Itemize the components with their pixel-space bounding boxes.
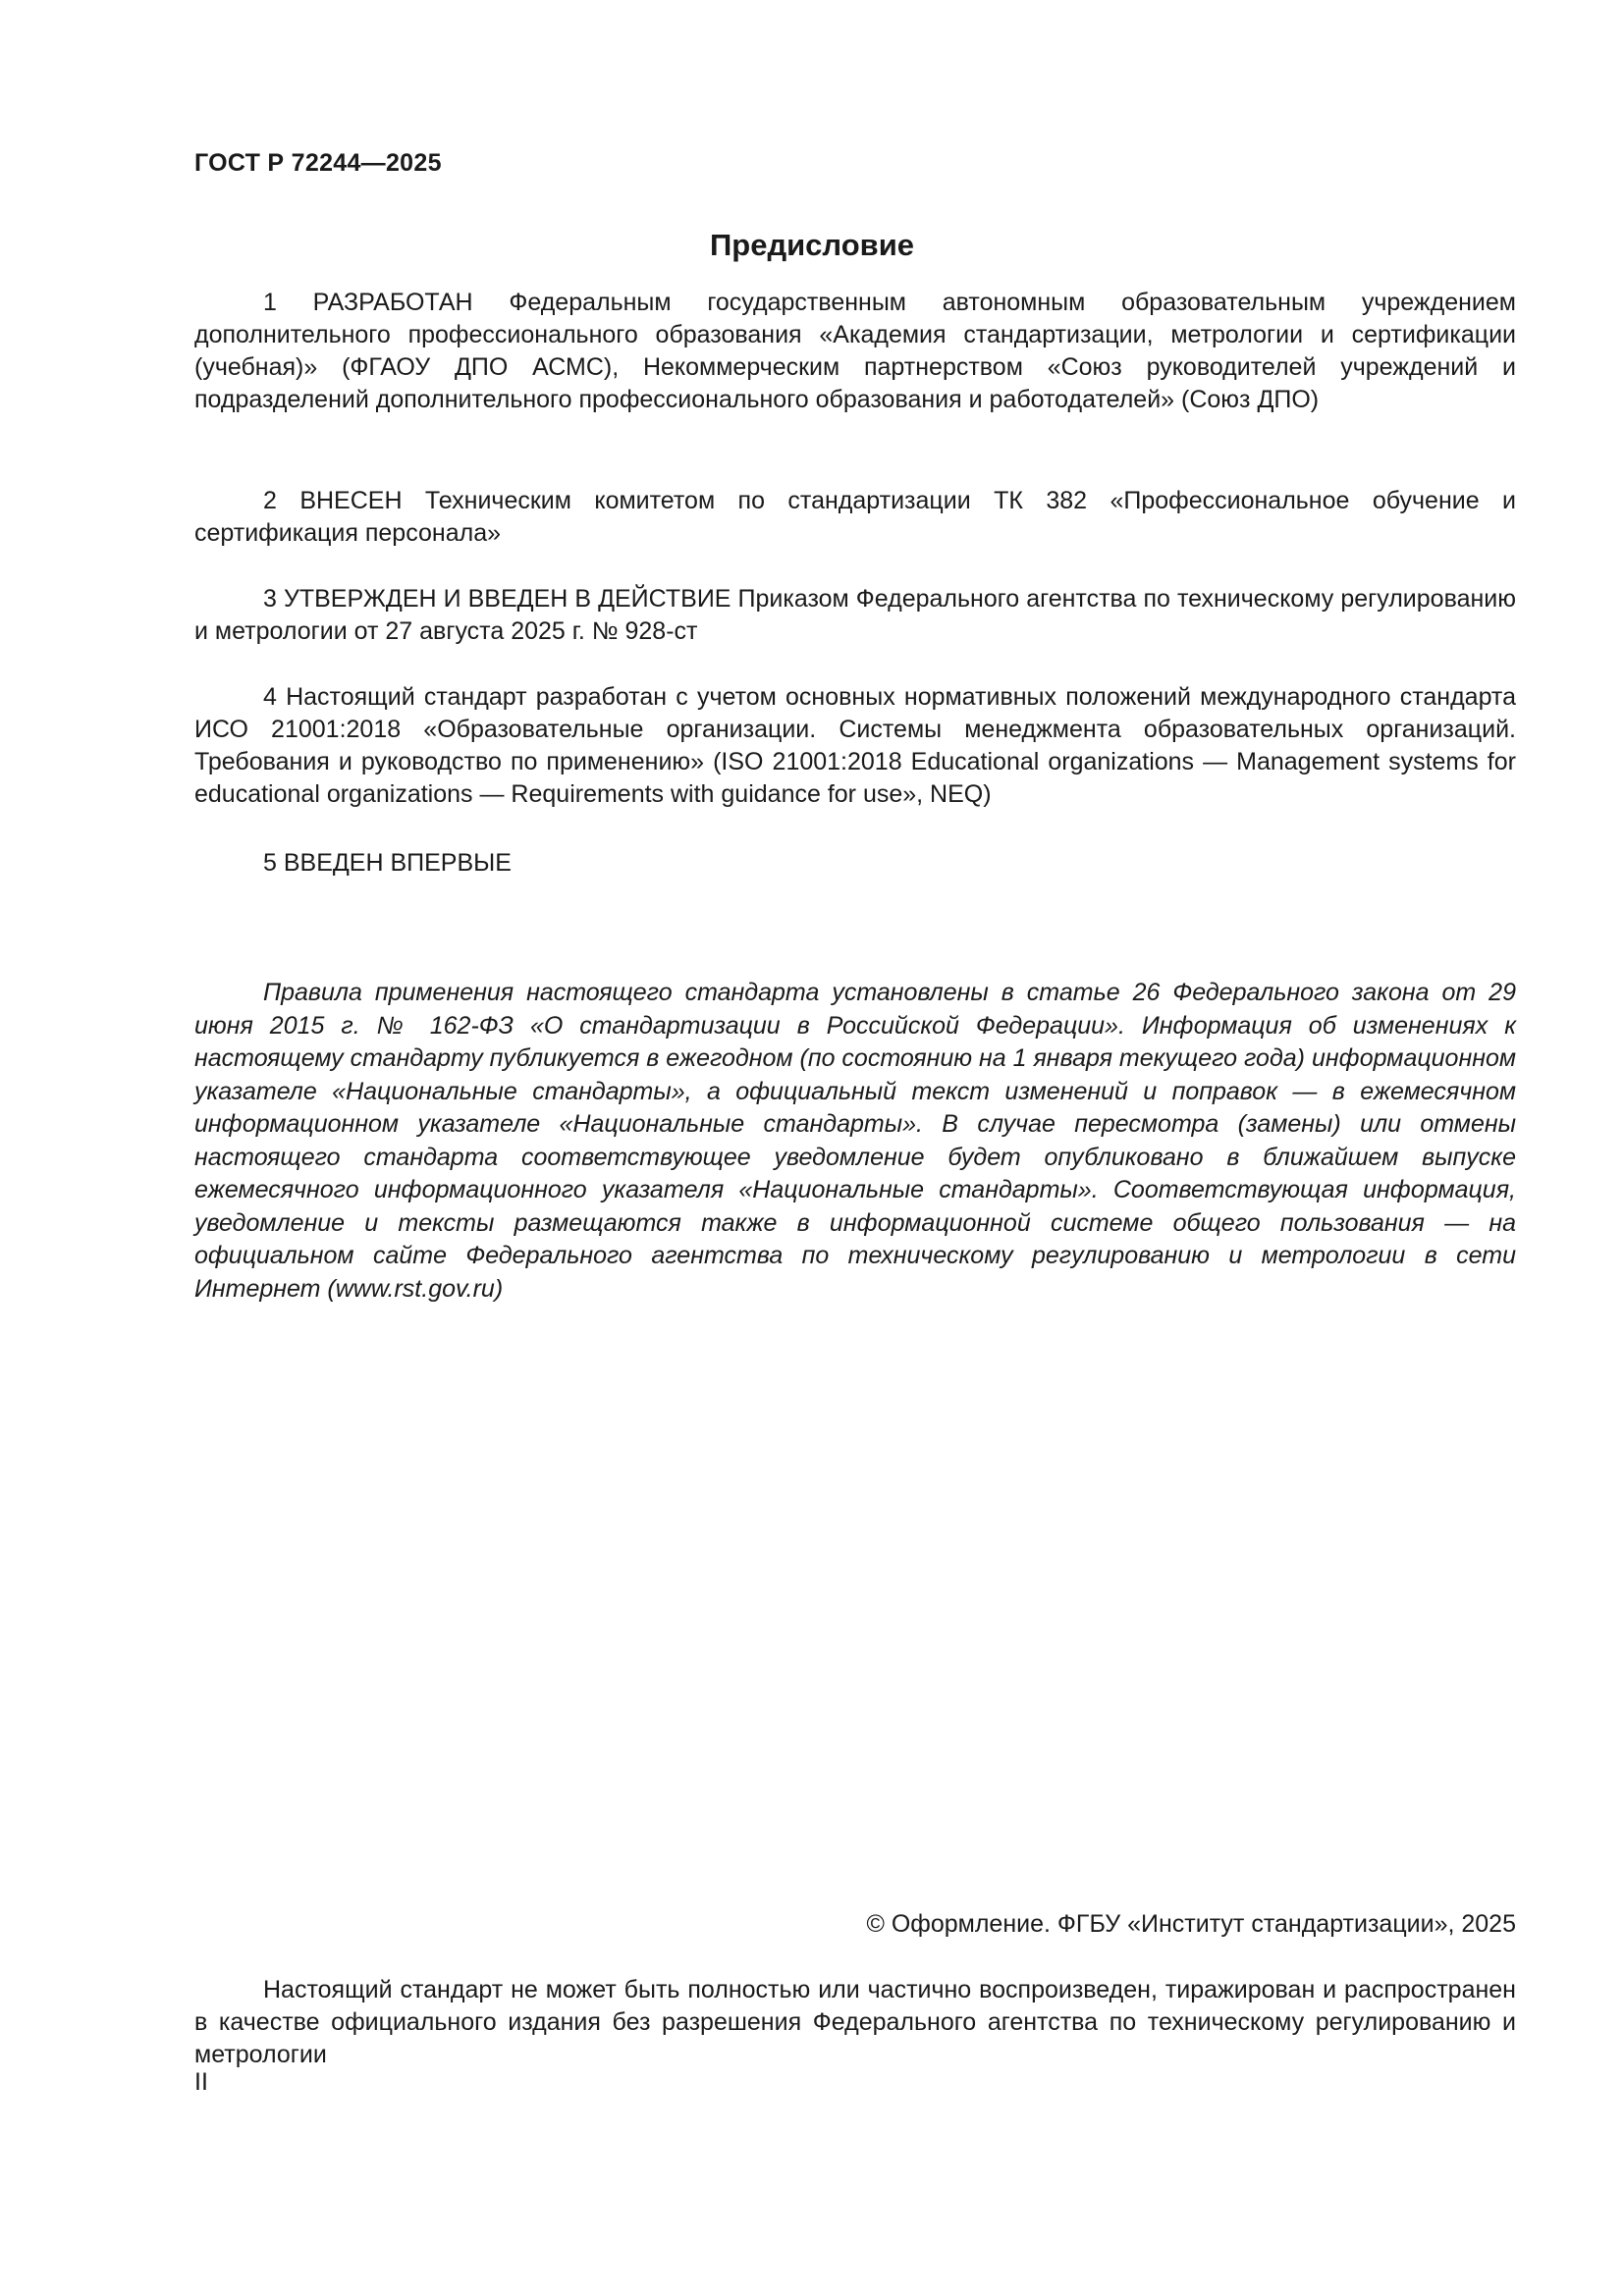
page-number: II	[194, 2068, 208, 2096]
paragraph-based-on: 4 Настоящий стандарт разработан с учетом основных нормативных положений международного стандарта ИСО 21001:2018 «Образовательные организации. Системы менеджмента образовательных организаций. Требования и руководство по применению» (ISO 21001:2018 Educational organizations — Management systems for educational organizations — Requirements with guidance for use», NEQ)	[194, 683, 1516, 808]
paragraph-first-introduced: 5 ВВЕДЕН ВПЕРВЫЕ	[263, 849, 512, 877]
reproduction-notice: Настоящий стандарт не может быть полностью или частично воспроизведен, тиражирован и распространен в качестве официального издания без разрешения Федерального агентства по техническому регулированию и метрологии	[194, 1976, 1516, 2068]
paragraph-introduced-by: 2 ВНЕСЕН Техническим комитетом по стандартизации ТК 382 «Профессиональное обучение и сертификация персонала»	[194, 487, 1516, 547]
standard-code: ГОСТ Р 72244—2025	[194, 149, 442, 177]
copyright-line: © Оформление. ФГБУ «Институт стандартизации», 2025	[866, 1910, 1516, 1938]
application-rules-notice: Правила применения настоящего стандарта установлены в статье 26 Федерального закона от 29 июня 2015 г. № 162-ФЗ «О стандартизации в Российской Федерации». Информация об изменениях к настоящему стандарту публикуется в ежегодном (по состоянию на 1 января текущего года) информационном указателе «Национальные стандарты», а официальный текст изменений и поправок — в ежемесячном информационном указателе «Национальные стандарты». В случае пересмотра (замены) или отмены настоящего стандарта соответствующее уведомление будет опубликовано в ближайшем выпуске ежемесячного информационного указателя «Национальные стандарты». Соответствующая информация, уведомление и тексты размещаются также в информационной системе общего пользования — на официальном сайте Федерального агентства по техническому регулированию и метрологии в сети Интернет (www.rst.gov.ru)	[194, 979, 1517, 1303]
page-title: Предисловие	[709, 228, 914, 262]
paragraph-developed-by: 1 РАЗРАБОТАН Федеральным государственным автономным образовательным учреждением дополнительного профессионального образования «Академия стандартизации, метрологии и сертификации (учебная)» (ФГАОУ ДПО АСМС), Некоммерческим партнерством «Союз руководителей учреждений и подразделений дополнительного профессионального образования и работодателей» (Союз ДПО)	[194, 289, 1516, 413]
paragraph-approved: 3 УТВЕРЖДЕН И ВВЕДЕН В ДЕЙСТВИЕ Приказом Федерального агентства по техническому регулированию и метрологии от 27 августа 2025 г. № 928-ст	[194, 585, 1516, 645]
